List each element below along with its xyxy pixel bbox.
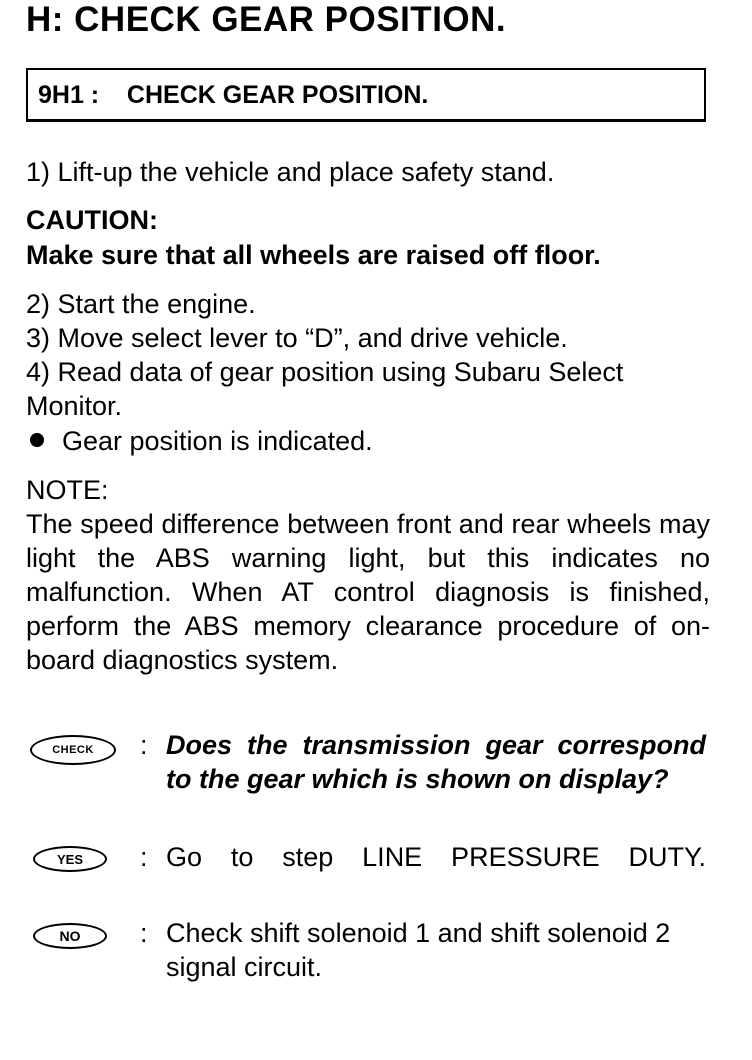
no-colon: : xyxy=(140,918,148,948)
no-icon: NO xyxy=(33,923,107,949)
bullet-icon xyxy=(30,433,44,447)
check-question: Does the transmission gear correspond to the gear which is shown on display? xyxy=(166,730,706,794)
step-2: 2) Start the engine. xyxy=(26,289,256,319)
bullet-item: Gear position is indicated. xyxy=(62,426,373,456)
yes-colon: : xyxy=(140,842,148,872)
yes-action: Go to step LINE PRESSURE DUTY. xyxy=(166,842,706,872)
check-colon: : xyxy=(140,730,148,760)
no-action: Check shift solenoid 1 and shift solenoid 2 signal circuit. xyxy=(166,918,671,982)
note-heading: NOTE: xyxy=(26,475,109,505)
step-4: 4) Read data of gear position using Subaru Select Monitor. xyxy=(26,357,624,421)
section-title: H: CHECK GEAR POSITION. xyxy=(26,0,507,39)
subsection-box xyxy=(26,68,706,122)
note-text: The speed difference between front and rear wheels may light the ABS warning light, but this indicates no malfunction. When AT control diagnosis is finished, perform the ABS memory clearance procedure of on-board diagnostics system. xyxy=(26,509,710,675)
subsection-title: 9H1 : CHECK GEAR POSITION. xyxy=(38,81,429,109)
yes-icon: YES xyxy=(33,846,107,872)
caution-text: Make sure that all wheels are raised off floor. xyxy=(26,240,601,270)
step-1: 1) Lift-up the vehicle and place safety stand. xyxy=(26,157,555,187)
caution-heading: CAUTION: xyxy=(26,205,158,235)
step-3: 3) Move select lever to “D”, and drive vehicle. xyxy=(26,323,568,353)
check-icon: CHECK xyxy=(30,735,116,765)
